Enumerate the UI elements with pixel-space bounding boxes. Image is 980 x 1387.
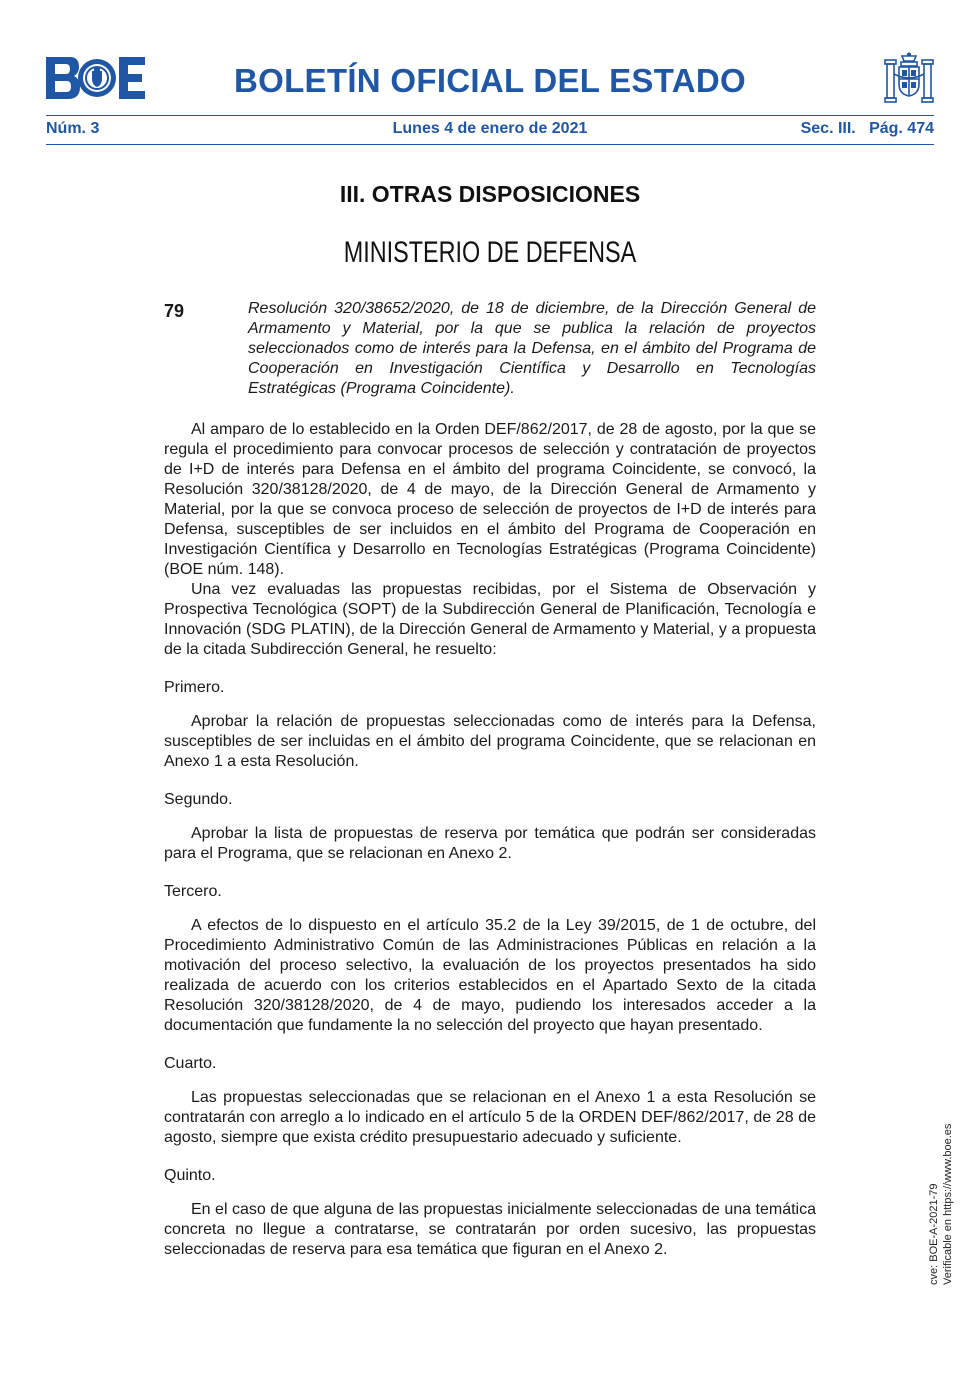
ministry-name: MINISTERIO DE DEFENSA (343, 236, 637, 269)
section-title: III. OTRAS DISPOSICIONES (339, 181, 641, 207)
header-rule-bottom (46, 144, 934, 145)
document-body (164, 420, 816, 1260)
issue-meta (46, 120, 934, 140)
spanish-coat-of-arms-icon (884, 52, 934, 104)
section-page: Sec. III. Pág. 474 (800, 120, 934, 137)
article-text: Aprobar la lista de propuestas de reserva por temática que podrán ser consideradas para el Programa, que se relacionan en Anexo 2. (164, 825, 816, 862)
intro-paragraph-1: Al amparo de lo establecido en la Orden DEF/862/2017, de 28 de agosto, por la que se regula el procedimiento para convocar procesos de selección y contratación de proyectos de I+D de interés para Defensa en el ámbito del programa Coincidente, se convocó, la Resolución 320/38128/2020, de 4 de mayo, de la Dirección General de Armamento y Material, por la que se convoca proceso de selección de proyectos de I+D de interés para Defensa, susceptibles de ser incluidos en el ámbito del Programa de Cooperación en Investigación Científica y Desarrollo en Tecnologías Estratégicas (Programa Coincidente) (BOE núm. 148). (164, 421, 816, 578)
article-heading: Tercero. (164, 883, 222, 900)
cve-code: cve: BOE-A-2021-79 (928, 1183, 940, 1285)
page-header (46, 52, 934, 112)
header-rule-top (46, 115, 934, 116)
issue-number: Núm. 3 (46, 120, 100, 137)
document-number: 79 (164, 301, 185, 321)
verification-note (927, 1045, 955, 1285)
verification-url: Verificable en https://www.boe.es (942, 1123, 954, 1285)
document-summary: Resolución 320/38652/2020, de 18 de diciembre, de la Dirección General de Armamento y Material, por la que se publica la relación de proyectos seleccionados como de interés para la Defensa, en el ámbito del Programa de Cooperación en Investigación Científica y Desarrollo en Tecnologías Estratégicas (Programa Coincidente). (248, 300, 816, 397)
intro-paragraph-2: Una vez evaluadas las propuestas recibidas, por el Sistema de Observación y Prospectiva Tecnológica (SOPT) de la Subdirección General de Planificación, Tecnología e Innovación (SDG PLATIN), de la Dirección General de Armamento y Material, y a propuesta de la citada Subdirección General, he resuelto: (164, 581, 816, 658)
issue-date: Lunes 4 de enero de 2021 (392, 120, 588, 137)
article-heading: Quinto. (164, 1167, 216, 1184)
article-heading: Primero. (164, 679, 225, 696)
article-text: Aprobar la relación de propuestas seleccionadas como de interés para la Defensa, susceptibles de ser incluidas en el ámbito del programa Coincidente, que se relacionan en Anexo 1 a esta Resolución. (164, 713, 816, 770)
article-text: A efectos de lo dispuesto en el artículo 35.2 de la Ley 39/2015, de 1 de octubre, del Procedimiento Administrativo Común de las Administraciones Públicas en relación a la motivación del proceso selectivo, la evaluación de los proyectos presentados ha sido realizada de acuerdo con los criterios establecidos en el Apartado Sexto de la citada Resolución 320/38128/2020, de 4 de mayo, pudiendo los interesados acceder a la documentación que fundamente la no selección del proyecto que hayan presentado. (164, 917, 816, 1034)
article-text: En el caso de que alguna de las propuestas inicialmente seleccionadas de una temática concreta no llegue a contratarse, se contratarán por orden sucesivo, las propuestas seleccionadas de reserva para esa temática que figuran en el Anexo 2. (164, 1201, 816, 1258)
article-heading: Cuarto. (164, 1055, 217, 1072)
article-text: Las propuestas seleccionadas que se relacionan en el Anexo 1 a esta Resolución se contratarán con arreglo a lo indicado en el artículo 5 de la ORDEN DEF/862/2017, de 28 de agosto, siempre que exista crédito presupuestario adecuado y suficiente. (164, 1089, 816, 1146)
article-heading: Segundo. (164, 791, 233, 808)
gazette-title: BOLETÍN OFICIAL DEL ESTADO (234, 62, 746, 99)
